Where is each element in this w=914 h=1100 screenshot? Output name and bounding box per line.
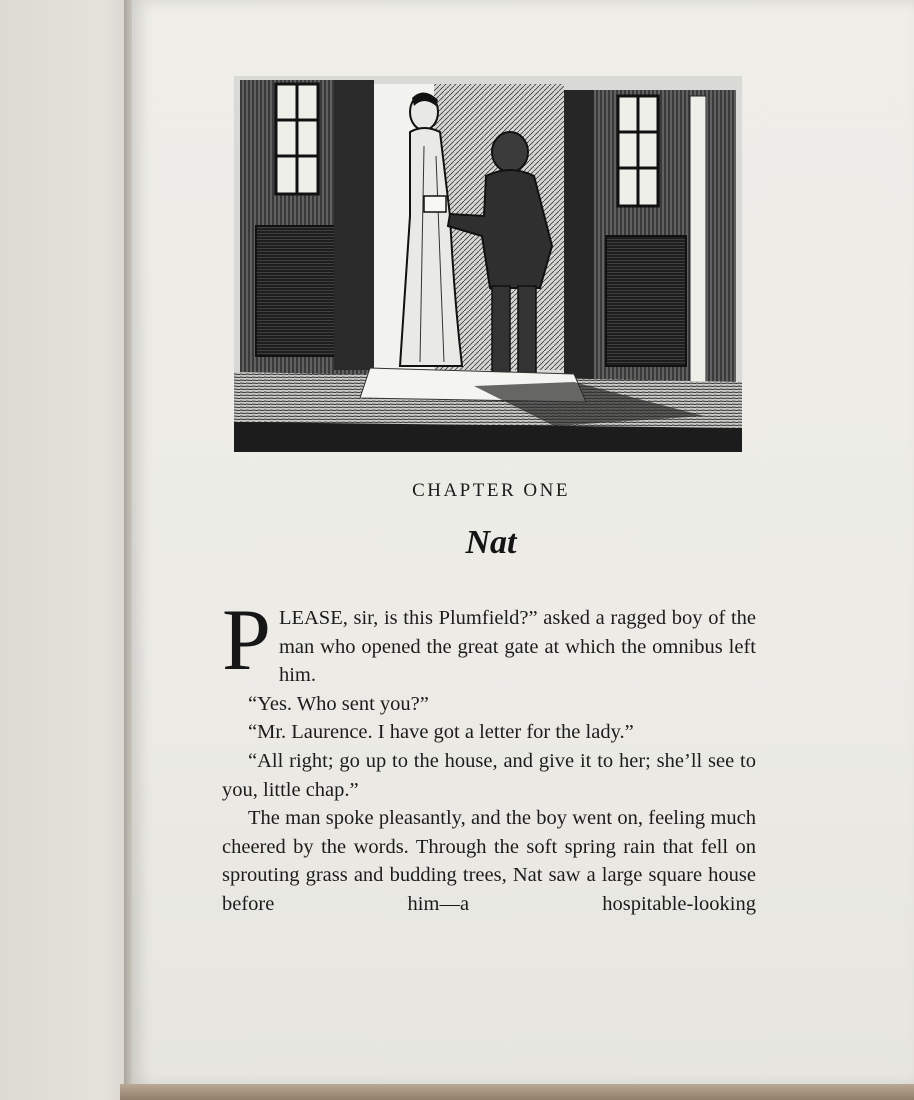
paragraph-3: “Mr. Laurence. I have got a letter for the lady.”: [248, 721, 634, 744]
paragraph-1-text: LEASE, sir, is this Plumfield?” asked a ragged boy of the man who opened the great gate at which the omnibus left him.: [278, 607, 756, 687]
paragraph-5: The man spoke pleasantly, and the boy went on, feeling much cheered by the words. Through the soft spring rain that fell on sprouting grass and budding trees, Nat saw a large square house before him—a hospitable-looking: [222, 807, 756, 915]
paragraph-4: “All right; go up to the house, and give it to her; she’ll see to you, little chap.”: [222, 749, 756, 801]
book-cover-edge: [120, 1084, 914, 1100]
chapter-body-text: [222, 592, 756, 919]
paragraph-2: “Yes. Who sent you?”: [248, 692, 429, 715]
drop-cap: P: [222, 592, 271, 689]
paragraph-1: [222, 592, 756, 690]
chapter-number-heading: CHAPTER ONE: [412, 480, 570, 501]
engraving-boy-at-doorway-icon: [234, 76, 742, 452]
chapter-title: Nat: [465, 524, 517, 561]
